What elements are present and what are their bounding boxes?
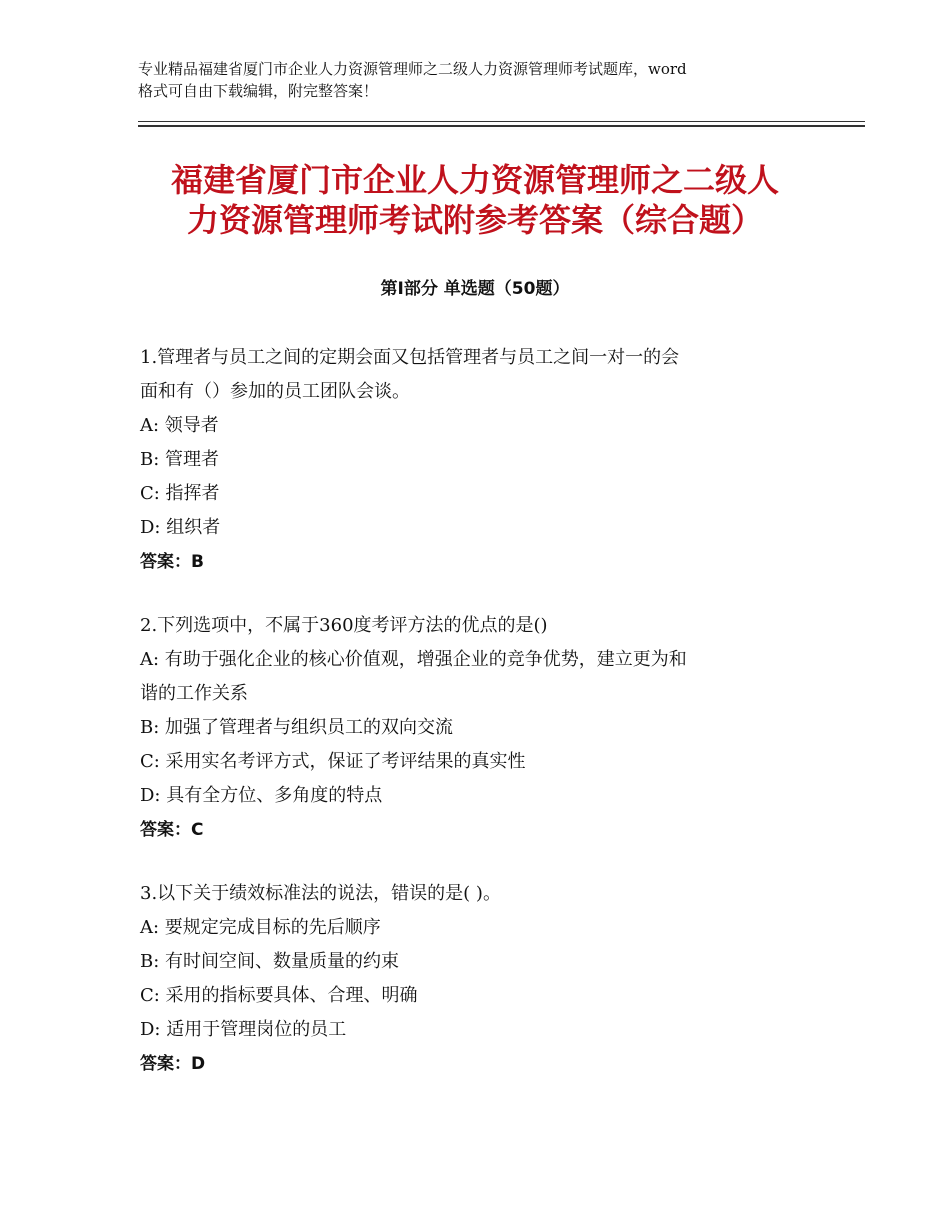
option-a: A: 领导者: [140, 415, 219, 436]
question-stem: 3.以下关于绩效标准法的说法，错误的是( )。: [140, 883, 501, 904]
option-d: D: 具有全方位、多角度的特点: [140, 785, 383, 806]
option-c: C: 采用的指标要具体、合理、明确: [140, 985, 418, 1006]
header-note-line-2: 格式可自由下载编辑，附完整答案！: [138, 82, 379, 100]
header-note-line-1: 专业精品福建省厦门市企业人力资源管理师之二级人力资源管理师考试题库，word: [138, 60, 687, 78]
question-3: [140, 877, 820, 1081]
section-title: 第Ⅰ部分 单选题（50题）: [380, 279, 570, 299]
option-c: C: 采用实名考评方式，保证了考评结果的真实性: [140, 751, 526, 772]
header-divider-thin: [138, 121, 865, 122]
header-note: [138, 58, 828, 102]
option-b: B: 加强了管理者与组织员工的双向交流: [140, 717, 454, 738]
option-b: B: 管理者: [140, 449, 220, 470]
option-a-continued: 谐的工作关系: [140, 683, 248, 704]
question-stem-continued: 面和有（）参加的员工团队会谈。: [140, 381, 410, 402]
answer-key: 答案：B: [140, 552, 204, 572]
option-d: D: 组织者: [140, 517, 221, 538]
option-a: A: 有助于强化企业的核心价值观，增强企业的竞争优势，建立更为和: [140, 649, 687, 670]
option-c: C: 指挥者: [140, 483, 220, 504]
answer-key: 答案：C: [140, 820, 204, 840]
option-b: B: 有时间空间、数量质量的约束: [140, 951, 400, 972]
option-a: A: 要规定完成目标的先后顺序: [140, 917, 381, 938]
question-1: [140, 341, 820, 579]
option-d: D: 适用于管理岗位的员工: [140, 1019, 347, 1040]
document-title-line-2: 力资源管理师考试附参考答案（综合题）: [186, 201, 763, 239]
question-stem: 1.管理者与员工之间的定期会面又包括管理者与员工之间一对一的会: [140, 347, 680, 368]
question-2: [140, 609, 820, 847]
document-title-line-1: 福建省厦门市企业人力资源管理师之二级人: [170, 161, 779, 199]
header-divider-thick: [138, 125, 865, 127]
question-stem: 2.下列选项中，不属于360度考评方法的优点的是(): [140, 615, 548, 636]
answer-key: 答案：D: [140, 1054, 206, 1074]
document-title: [120, 160, 830, 240]
question-list: [140, 341, 820, 1111]
